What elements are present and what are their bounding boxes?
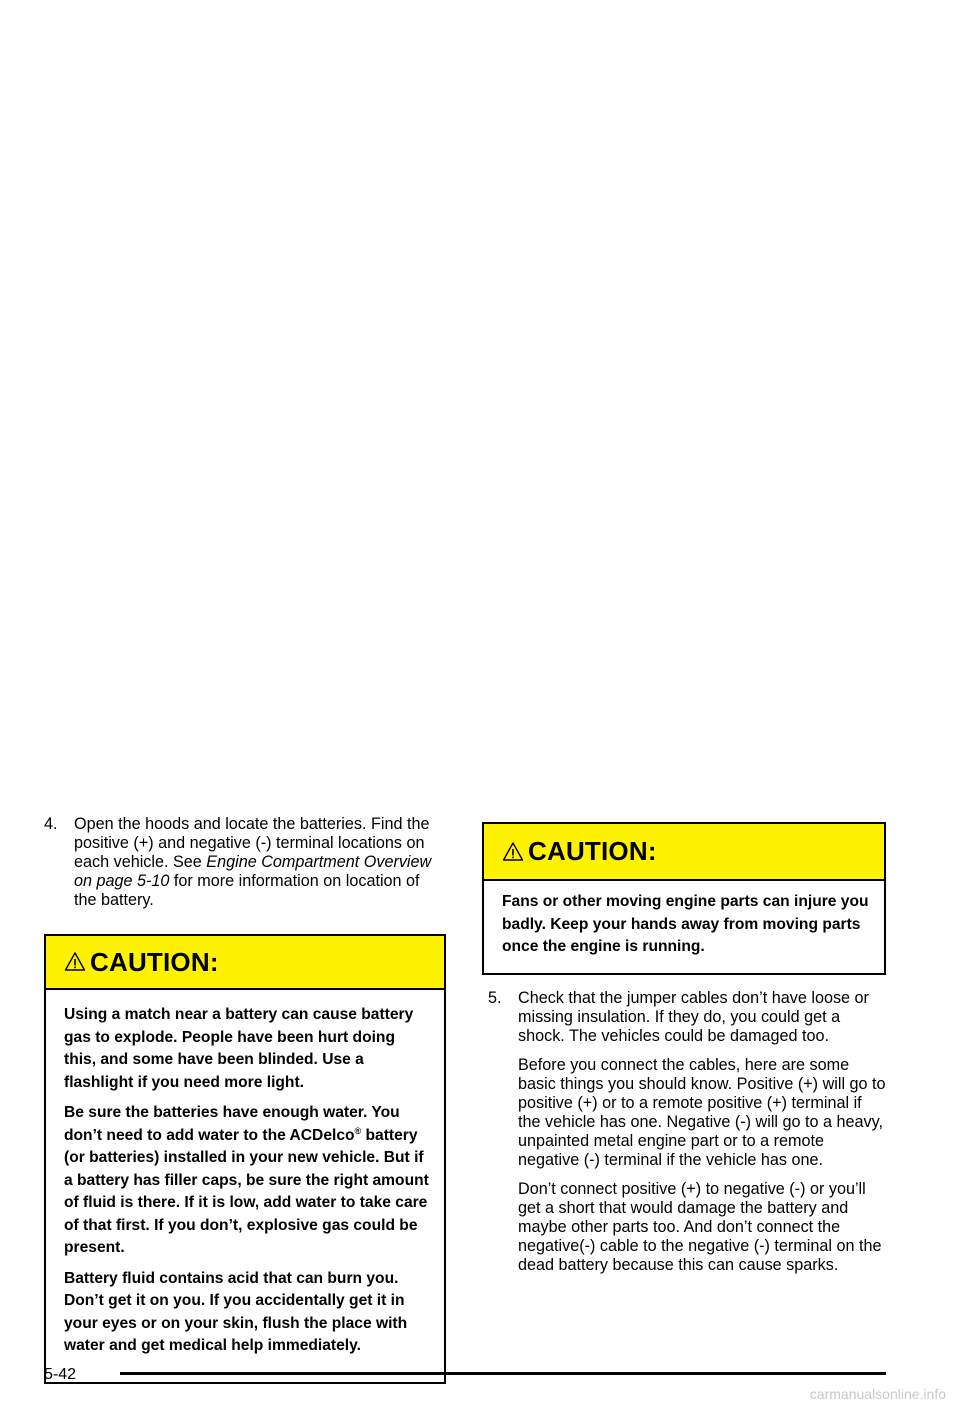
step-5-paragraph: Before you connect the cables, here are some basic things you should know. Positive (+) will go to positive (+) or to a remote positive (+) terminal if the vehicle has one. Negative (-) will go to a heavy, unpainted metal engine part or to a remote negative (-) terminal if the vehicle has one.	[518, 1055, 886, 1169]
caution-title: CAUTION:	[90, 946, 219, 977]
caution-box-engine-parts	[482, 822, 886, 975]
step-5-text: Check that the jumper cables don’t have loose or missing insulation. If they do, you could get a shock. The vehicles could be damaged too.	[518, 988, 869, 1045]
right-column	[482, 822, 886, 1275]
caution-title: CAUTION:	[528, 836, 657, 866]
caution-paragraph: Fans or other moving engine parts can injure you badly. Keep your hands away from moving parts once the engine is running.	[502, 893, 869, 955]
caution-paragraph: Be sure the batteries have enough water. You don’t need to add water to the ACDelco® battery (or batteries) installed in your new vehicle. But if a battery has filler caps, be sure the right amount of fluid is there. If it is low, add water to take care of that first. If you don’t, explosive gas could be present.	[64, 1104, 429, 1256]
caution-body	[46, 990, 444, 1382]
watermark: carmanualsonline.info	[809, 1386, 946, 1402]
step-4-text: Open the hoods and locate the batteries. Find the positive (+) and negative (-) terminal locations on each vehicle. See Engine Compartment Overview on page 5-10 for more information on location of the battery.	[74, 815, 432, 909]
footer-rule	[120, 1372, 886, 1375]
registered-mark: ®	[354, 1125, 362, 1136]
left-column	[44, 815, 446, 1384]
cross-reference-link[interactable]: Engine Compartment Overview on page 5-10	[74, 853, 432, 890]
step-4	[44, 815, 446, 910]
caution-paragraph: Using a match near a battery can cause battery gas to explode. People have been hurt doing this, and some have been blinded. Use a flashlight if you need more light.	[64, 1006, 414, 1091]
step-5-paragraph: Don’t connect positive (+) to negative (-) or you’ll get a short that would damage the battery and maybe other parts too. And don’t connect the negative(-) cable to the negative (-) terminal on the dead battery because this can cause sparks.	[518, 1179, 882, 1274]
step-number: 5.	[488, 988, 502, 1007]
warning-triangle-icon	[502, 841, 524, 863]
caution-header	[484, 824, 884, 881]
caution-header	[46, 936, 444, 990]
page-number: 5-42	[44, 1366, 77, 1383]
caution-paragraph: Battery fluid contains acid that can burn you. Don’t get it on you. If you accidentally get it in your eyes or on your skin, flush the place with water and get medical help immediately.	[64, 1269, 408, 1354]
warning-triangle-icon	[64, 951, 86, 973]
caution-box-battery	[44, 934, 446, 1384]
step-number: 4.	[44, 815, 58, 833]
caution-body	[484, 881, 884, 973]
step-5	[488, 989, 886, 1275]
